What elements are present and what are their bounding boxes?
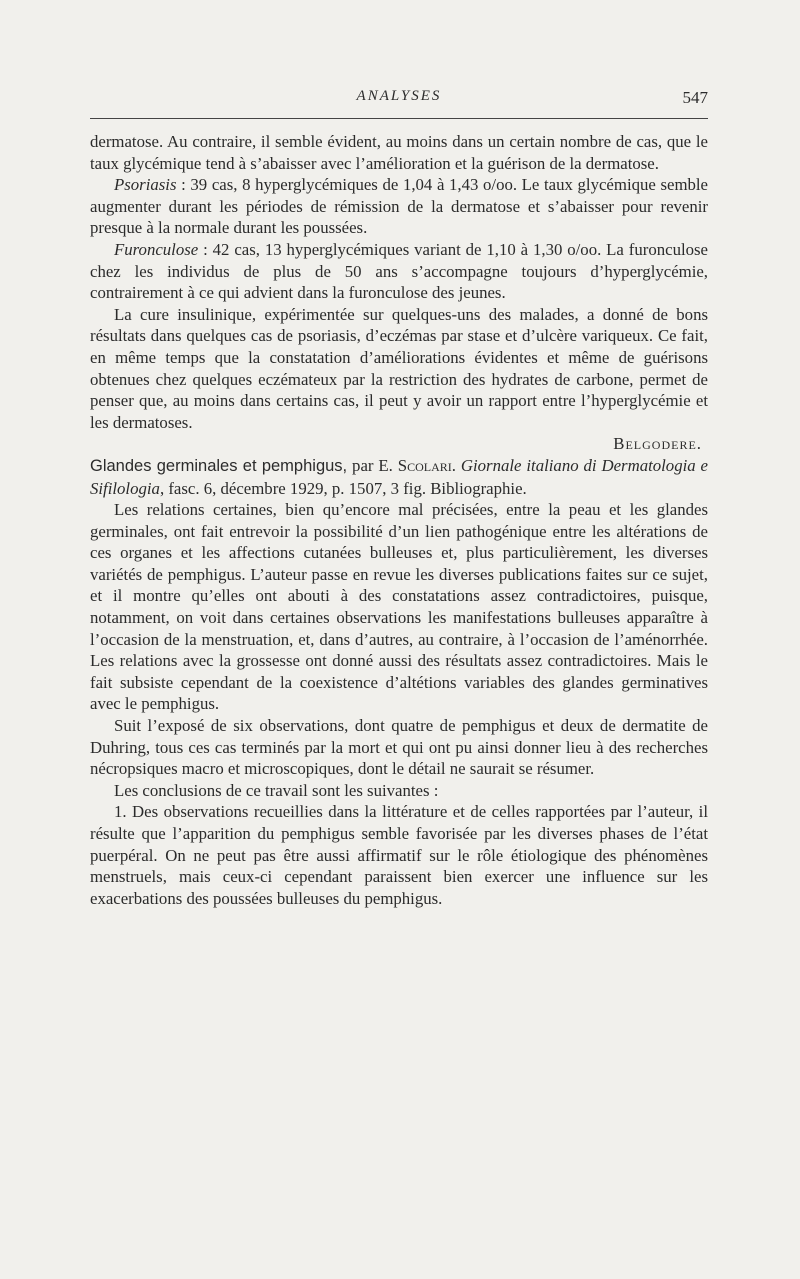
article-citation: , fasc. 6, décembre 1929, p. 1507, 3 fig. Bibliographie. bbox=[159, 478, 527, 498]
paragraph-cure: La cure insulinique, expérimentée sur quelques-uns des malades, a donné de bons résultats dans quelques cas de psoriasis, d’eczémas par stase et d’ulcère variqueux. Ce fait, en même temps que la constatation d’améliorations évidentes et même de guérisons obtenues chez quelques eczémateux par la restriction des hydrates de carbone, permet de penser que, au moins dans certains cas, il peut y avoir un rapport entre l’hyperglycémie et les dermatoses. bbox=[90, 304, 708, 432]
article-paragraph-4: 1. Des observations recueillies dans la littérature et de celles rapportées par l’auteur, il résulte que l’apparition du pemphigus semble favorisée par les diverses phases de l’état puerpéral. On ne peut pas être aussi affirmatif sur le rôle étiologique des phénomènes menstruels, mais ceux-ci cependant paraissent bien exercer une influence sur les exacerbations des poussées bulleuses du pemphigus. bbox=[90, 802, 708, 908]
article-heading bbox=[90, 455, 708, 499]
paragraph-psoriasis bbox=[90, 174, 708, 239]
paragraph-intro: dermatose. Au contraire, il semble évident, au moins dans un certain nombre de cas, que le taux glycémique tend à s’abaisser avec l’amélioration et la guérison de la dermatose. bbox=[90, 132, 708, 173]
article-by: par E. bbox=[347, 455, 398, 475]
article-journal: Giornale italiano di Dermatologia e Sifilologia bbox=[90, 455, 708, 498]
furonculose-text: : 42 cas, 13 hyperglycémiques variant de 1,10 à 1,30 o/oo. La furonculose chez les individus de plus de 50 ans s’accompagne toujours d’hyperglycémie, contrairement à ce qui advient dans la furonculose des jeunes. bbox=[90, 239, 708, 303]
running-head bbox=[90, 88, 708, 118]
article-author: Scolari bbox=[397, 455, 452, 475]
psoriasis-label: Psoriasis bbox=[114, 175, 177, 195]
page-body bbox=[90, 131, 708, 909]
article-after-author: . bbox=[451, 455, 461, 475]
psoriasis-text: : 39 cas, 8 hyperglycémiques de 1,04 à 1,43 o/oo. Le taux glycémique semble augmenter durant les périodes de rémission de la dermatose et s’abaisser pour revenir presque à la normale durant les poussées. bbox=[90, 175, 708, 238]
article-paragraph-2: Suit l’exposé de six observations, dont quatre de pemphigus et deux de dermatite de Duhring, tous ces cas terminés par la mort et qui ont pu ainsi donner lieu à des recherches nécropsiques macro et microscopiques, dont le détail ne saurait se résumer. bbox=[90, 716, 708, 779]
header-rule bbox=[90, 118, 708, 119]
paragraph-furonculose bbox=[90, 239, 708, 304]
article-paragraph-1: Les relations certaines, bien qu’encore mal précisées, entre la peau et les glandes germinales, ont fait entrevoir la possibilité d’un lien pathogénique entre les altérations de ces organes et les affections cutanées bulleuses et, plus particulièrement, les diverses variétés de pemphigus. L’auteur passe en revue les diverses publications faites sur ce sujet, et il montre qu’elles ont abouti à des constatations assez contradictoires, puisque, notamment, on voit dans certaines observations les manifestations bulleuses apparaître à l’occasion de la menstruation, et, dans d’autres, au contraire, à l’occasion de l’aménorrhée. Les relations avec la grossesse ont donné aussi des résultats assez contradictoires. Mais le fait subsiste cependant de la coexistence d’altétions variables des glandes germinatives avec le pemphigus. bbox=[90, 500, 708, 714]
signature: Belgodere. bbox=[613, 434, 702, 454]
furonculose-label: Furonculose bbox=[114, 239, 199, 259]
page-number: 547 bbox=[682, 88, 708, 107]
article-paragraph-3: Les conclusions de ce travail sont les suivantes : bbox=[114, 780, 439, 800]
running-title: ANALYSES bbox=[356, 88, 442, 104]
article-title: Glandes germinales et pemphigus, bbox=[90, 456, 348, 475]
